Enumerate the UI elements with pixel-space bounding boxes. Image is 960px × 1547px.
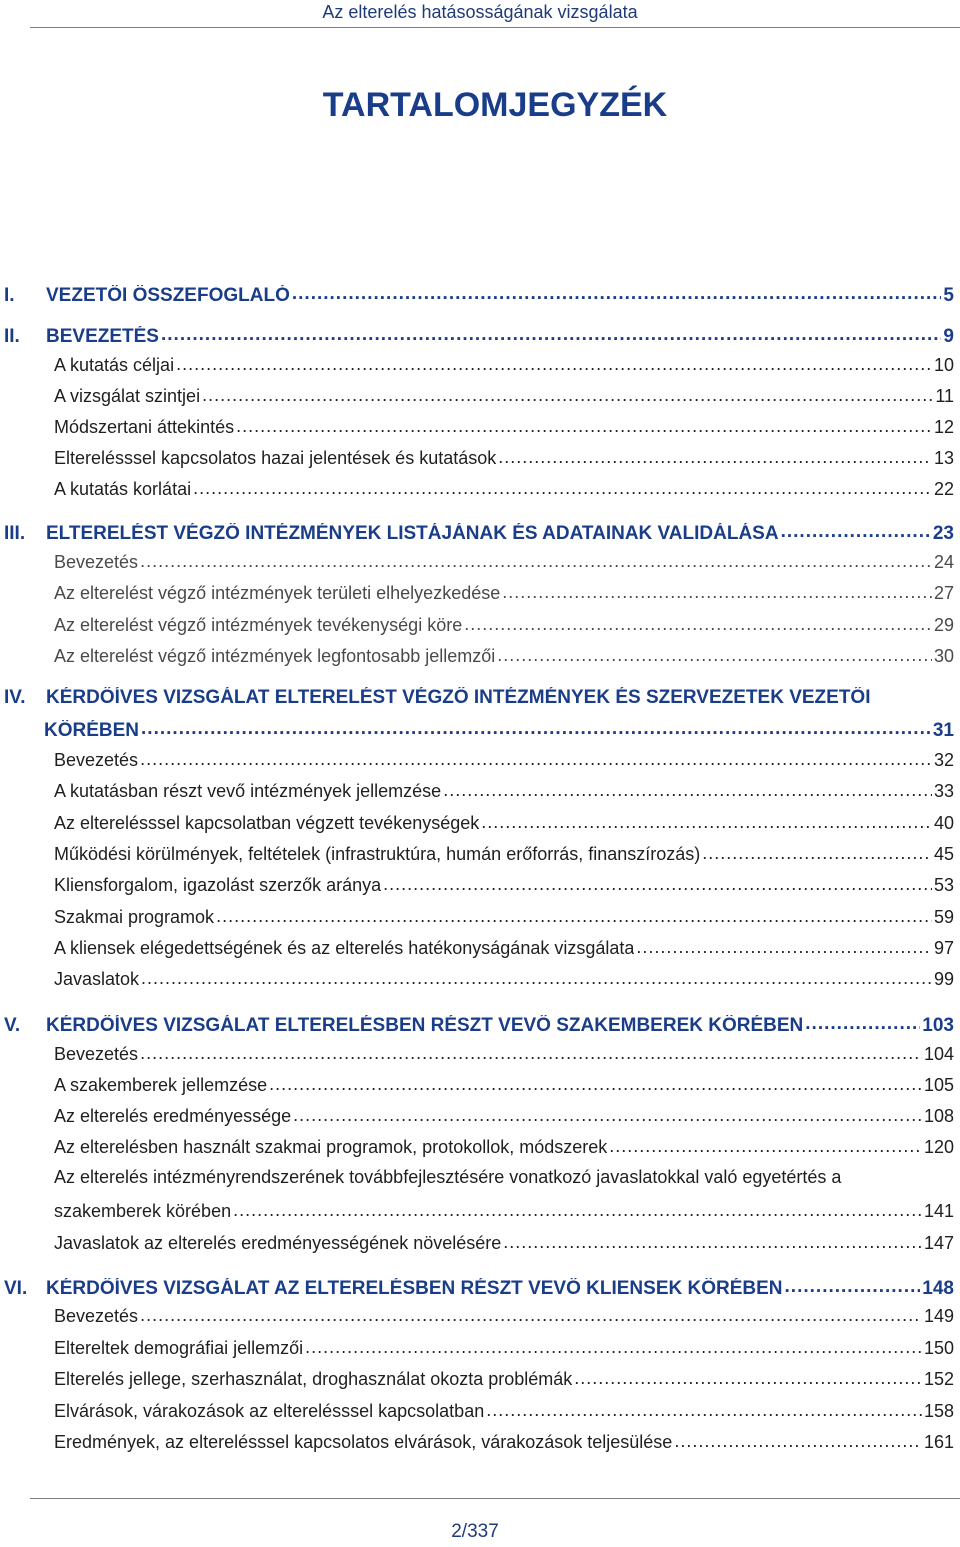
dot-leader [781, 520, 931, 539]
toc-section[interactable] [54, 613, 954, 636]
dot-leader [805, 1012, 920, 1031]
page-number: 5 [943, 285, 954, 306]
dot-leader [176, 353, 932, 371]
toc-chapter-1[interactable] [4, 282, 954, 307]
page-number: 161 [923, 1432, 954, 1452]
page-indicator: 2/337 [451, 1521, 499, 1542]
page-number: 99 [933, 969, 954, 989]
page-number: 23 [932, 523, 954, 544]
dot-leader [574, 1367, 922, 1385]
dot-leader [193, 477, 932, 495]
toc-section[interactable] [54, 446, 954, 469]
page-title: TARTALOMJEGYZÉK [322, 86, 668, 124]
section-title: Az elterelés eredményessége [54, 1106, 292, 1126]
section-title: Bevezetés [54, 750, 139, 770]
section-title: A szakemberek jellemzése [54, 1075, 268, 1095]
toc-section[interactable] [54, 477, 954, 500]
toc-section[interactable] [54, 1367, 954, 1390]
section-title: Az elterelést végző intézmények területi elhelyezkedése [54, 583, 501, 603]
chapter-title: KÉRDŐÍVES VIZSGÁLAT ELTERELÉSBEN RÉSZT VEVŐ SZAKEMBEREK KÖRÉBEN [46, 1015, 804, 1036]
section-title: Szakmai programok [54, 907, 215, 927]
chapter-number: III. [4, 523, 26, 544]
toc-section[interactable] [54, 353, 954, 376]
dot-leader [141, 967, 932, 985]
toc-section[interactable] [54, 905, 954, 928]
dot-leader [702, 842, 932, 860]
dot-leader [486, 1399, 922, 1417]
toc-section[interactable] [54, 779, 954, 802]
dot-leader [502, 581, 932, 599]
section-title: Az elterelésssel kapcsolatban végzett tevékenységek [54, 813, 480, 833]
page-number: 12 [933, 417, 954, 437]
dot-leader [141, 717, 931, 736]
chapter-title: ELTERELÉST VÉGZŐ INTÉZMÉNYEK LISTÁJÁNAK ÉS ADATAINAK VALIDÁLÁSA [46, 523, 779, 544]
page-number: 24 [933, 552, 954, 572]
footer-divider [30, 1498, 960, 1499]
chapter-title: BEVEZETÉS [46, 326, 159, 347]
toc-section[interactable] [54, 842, 954, 865]
page-number: 59 [933, 907, 954, 927]
section-title: A kliensek elégedettségének és az elterelés hatékonyságának vizsgálata [54, 938, 635, 958]
dot-leader [503, 1231, 922, 1249]
chapter-title: KÉRDŐÍVES VIZSGÁLAT ELTERELÉST VÉGZŐ INTÉZMÉNYEK ÉS SZERVEZETEK VEZETŐI [46, 687, 871, 708]
page-number: 149 [923, 1306, 954, 1326]
page-number: 30 [933, 646, 954, 666]
toc-section[interactable] [54, 811, 954, 834]
dot-leader [481, 811, 932, 829]
section-title: Az elterelésben használt szakmai programok, protokollok, módszerek [54, 1137, 608, 1157]
page-number: 13 [933, 448, 954, 468]
page-number: 152 [923, 1369, 954, 1389]
toc-section[interactable] [54, 873, 954, 896]
page-number: 22 [933, 479, 954, 499]
dot-leader [161, 323, 941, 342]
page-number: 104 [923, 1044, 954, 1064]
toc-section[interactable] [54, 384, 954, 407]
page-number: 105 [923, 1075, 954, 1095]
toc-section[interactable] [54, 748, 954, 771]
page-number: 45 [933, 844, 954, 864]
toc-section[interactable] [54, 1430, 954, 1453]
toc-chapter-4-continuation[interactable] [44, 717, 954, 742]
page-number: 97 [933, 938, 954, 958]
page-number: 33 [933, 781, 954, 801]
dot-leader [497, 644, 932, 662]
chapter-title-continuation: KÖRÉBEN [44, 720, 140, 741]
dot-leader [216, 905, 932, 923]
page-number: 147 [923, 1233, 954, 1253]
chapter-number: II. [4, 326, 20, 347]
toc-section[interactable] [54, 581, 954, 604]
section-title: Eltereltek demográfiai jellemzői [54, 1338, 304, 1358]
dot-leader [498, 446, 932, 464]
page-number: 158 [923, 1401, 954, 1421]
dot-leader [202, 384, 933, 402]
toc-section[interactable] [54, 1304, 954, 1327]
page-number: 120 [923, 1137, 954, 1157]
page-number: 103 [922, 1015, 954, 1036]
page-number: 32 [933, 750, 954, 770]
dot-leader [383, 873, 932, 891]
page-number: 31 [932, 720, 954, 741]
section-title: Elvárások, várakozások az elterelésssel kapcsolatban [54, 1401, 485, 1421]
toc-section[interactable] [54, 1104, 954, 1127]
section-title: A kutatásban részt vevő intézmények jellemzése [54, 781, 442, 801]
dot-leader [292, 282, 942, 301]
toc-section[interactable] [54, 1073, 954, 1096]
page-number: 27 [933, 583, 954, 603]
section-title: Javaslatok az elterelés eredményességének növelésére [54, 1233, 502, 1253]
dot-leader [233, 1199, 922, 1217]
dot-leader [464, 613, 932, 631]
dot-leader [140, 1042, 922, 1060]
running-header: Az elterelés hatásosságának vizsgálata [322, 2, 638, 22]
toc-chapter-6[interactable] [4, 1275, 954, 1300]
toc-section[interactable] [54, 1231, 954, 1254]
section-title: Elterelés jellege, szerhasználat, droghasználat okozta problémák [54, 1369, 573, 1389]
dot-leader [236, 415, 932, 433]
dot-leader [785, 1275, 921, 1294]
toc-section[interactable] [54, 1399, 954, 1422]
toc-chapter-3[interactable] [4, 520, 954, 545]
toc-section-first-line[interactable]: Az elterelés intézményrendszerének továbbfejlesztésére vonatkozó javaslatokkal való egyetértés a [54, 1167, 842, 1187]
chapter-number: V. [4, 1015, 21, 1036]
dot-leader [305, 1336, 922, 1354]
section-title: A kutatás céljai [54, 355, 175, 375]
toc-chapter-4[interactable] [4, 687, 954, 709]
dot-leader [140, 1304, 922, 1322]
section-title: Működési körülmények, feltételek (infrastruktúra, humán erőforrás, finanszírozás) [54, 844, 701, 864]
dot-leader [443, 779, 932, 797]
page-number: 108 [923, 1106, 954, 1126]
section-title-continuation: szakemberek körében [54, 1201, 232, 1221]
toc-section[interactable] [54, 1042, 954, 1065]
section-title: Elterelésssel kapcsolatos hazai jelentések és kutatások [54, 448, 497, 468]
page-number: 40 [933, 813, 954, 833]
section-title: A vizsgálat szintjei [54, 386, 201, 406]
section-title: Az elterelést végző intézmények tevékenységi köre [54, 615, 463, 635]
page-number: 150 [923, 1338, 954, 1358]
page-number: 10 [933, 355, 954, 375]
toc-section[interactable] [54, 967, 954, 990]
toc-section[interactable] [54, 644, 954, 667]
section-title: Kliensforgalom, igazolást szerzők aránya [54, 875, 382, 895]
toc-chapter-2[interactable] [4, 323, 954, 348]
dot-leader [674, 1430, 922, 1448]
page-number: 9 [943, 326, 954, 347]
chapter-number: IV. [4, 687, 26, 708]
section-title: Eredmények, az elterelésssel kapcsolatos elvárások, várakozások teljesülése [54, 1432, 673, 1452]
page-number: 53 [933, 875, 954, 895]
chapter-title: VEZETŐI ÖSSZEFOGLALÓ [46, 285, 290, 306]
toc-section[interactable] [54, 1336, 954, 1359]
page-number: 148 [922, 1278, 954, 1299]
chapter-title: KÉRDŐÍVES VIZSGÁLAT AZ ELTERELÉSBEN RÉSZT VEVŐ KLIENSEK KÖRÉBEN [46, 1278, 783, 1299]
page-number: 141 [923, 1201, 954, 1221]
page-number: 11 [935, 386, 954, 406]
page-number: 29 [933, 615, 954, 635]
dot-leader [609, 1135, 922, 1153]
dot-leader [140, 748, 932, 766]
toc-section[interactable] [54, 1135, 954, 1158]
dot-leader [269, 1073, 922, 1091]
toc-section[interactable] [54, 936, 954, 959]
section-title: Az elterelést végző intézmények legfontosabb jellemzői [54, 646, 496, 666]
section-title: Bevezetés [54, 1044, 139, 1064]
section-title: Bevezetés [54, 1306, 139, 1326]
chapter-number: VI. [4, 1278, 28, 1299]
section-title: Bevezetés [54, 552, 139, 572]
toc-chapter-5[interactable] [4, 1012, 954, 1037]
section-title: A kutatás korlátai [54, 479, 192, 499]
dot-leader [293, 1104, 922, 1122]
dot-leader [636, 936, 932, 954]
toc-section[interactable] [54, 415, 954, 438]
chapter-number: I. [4, 285, 15, 306]
section-title: Javaslatok [54, 969, 140, 989]
toc-section[interactable] [54, 1199, 954, 1222]
dot-leader [140, 550, 932, 568]
toc-section[interactable] [54, 550, 954, 573]
section-title: Módszertani áttekintés [54, 417, 235, 437]
